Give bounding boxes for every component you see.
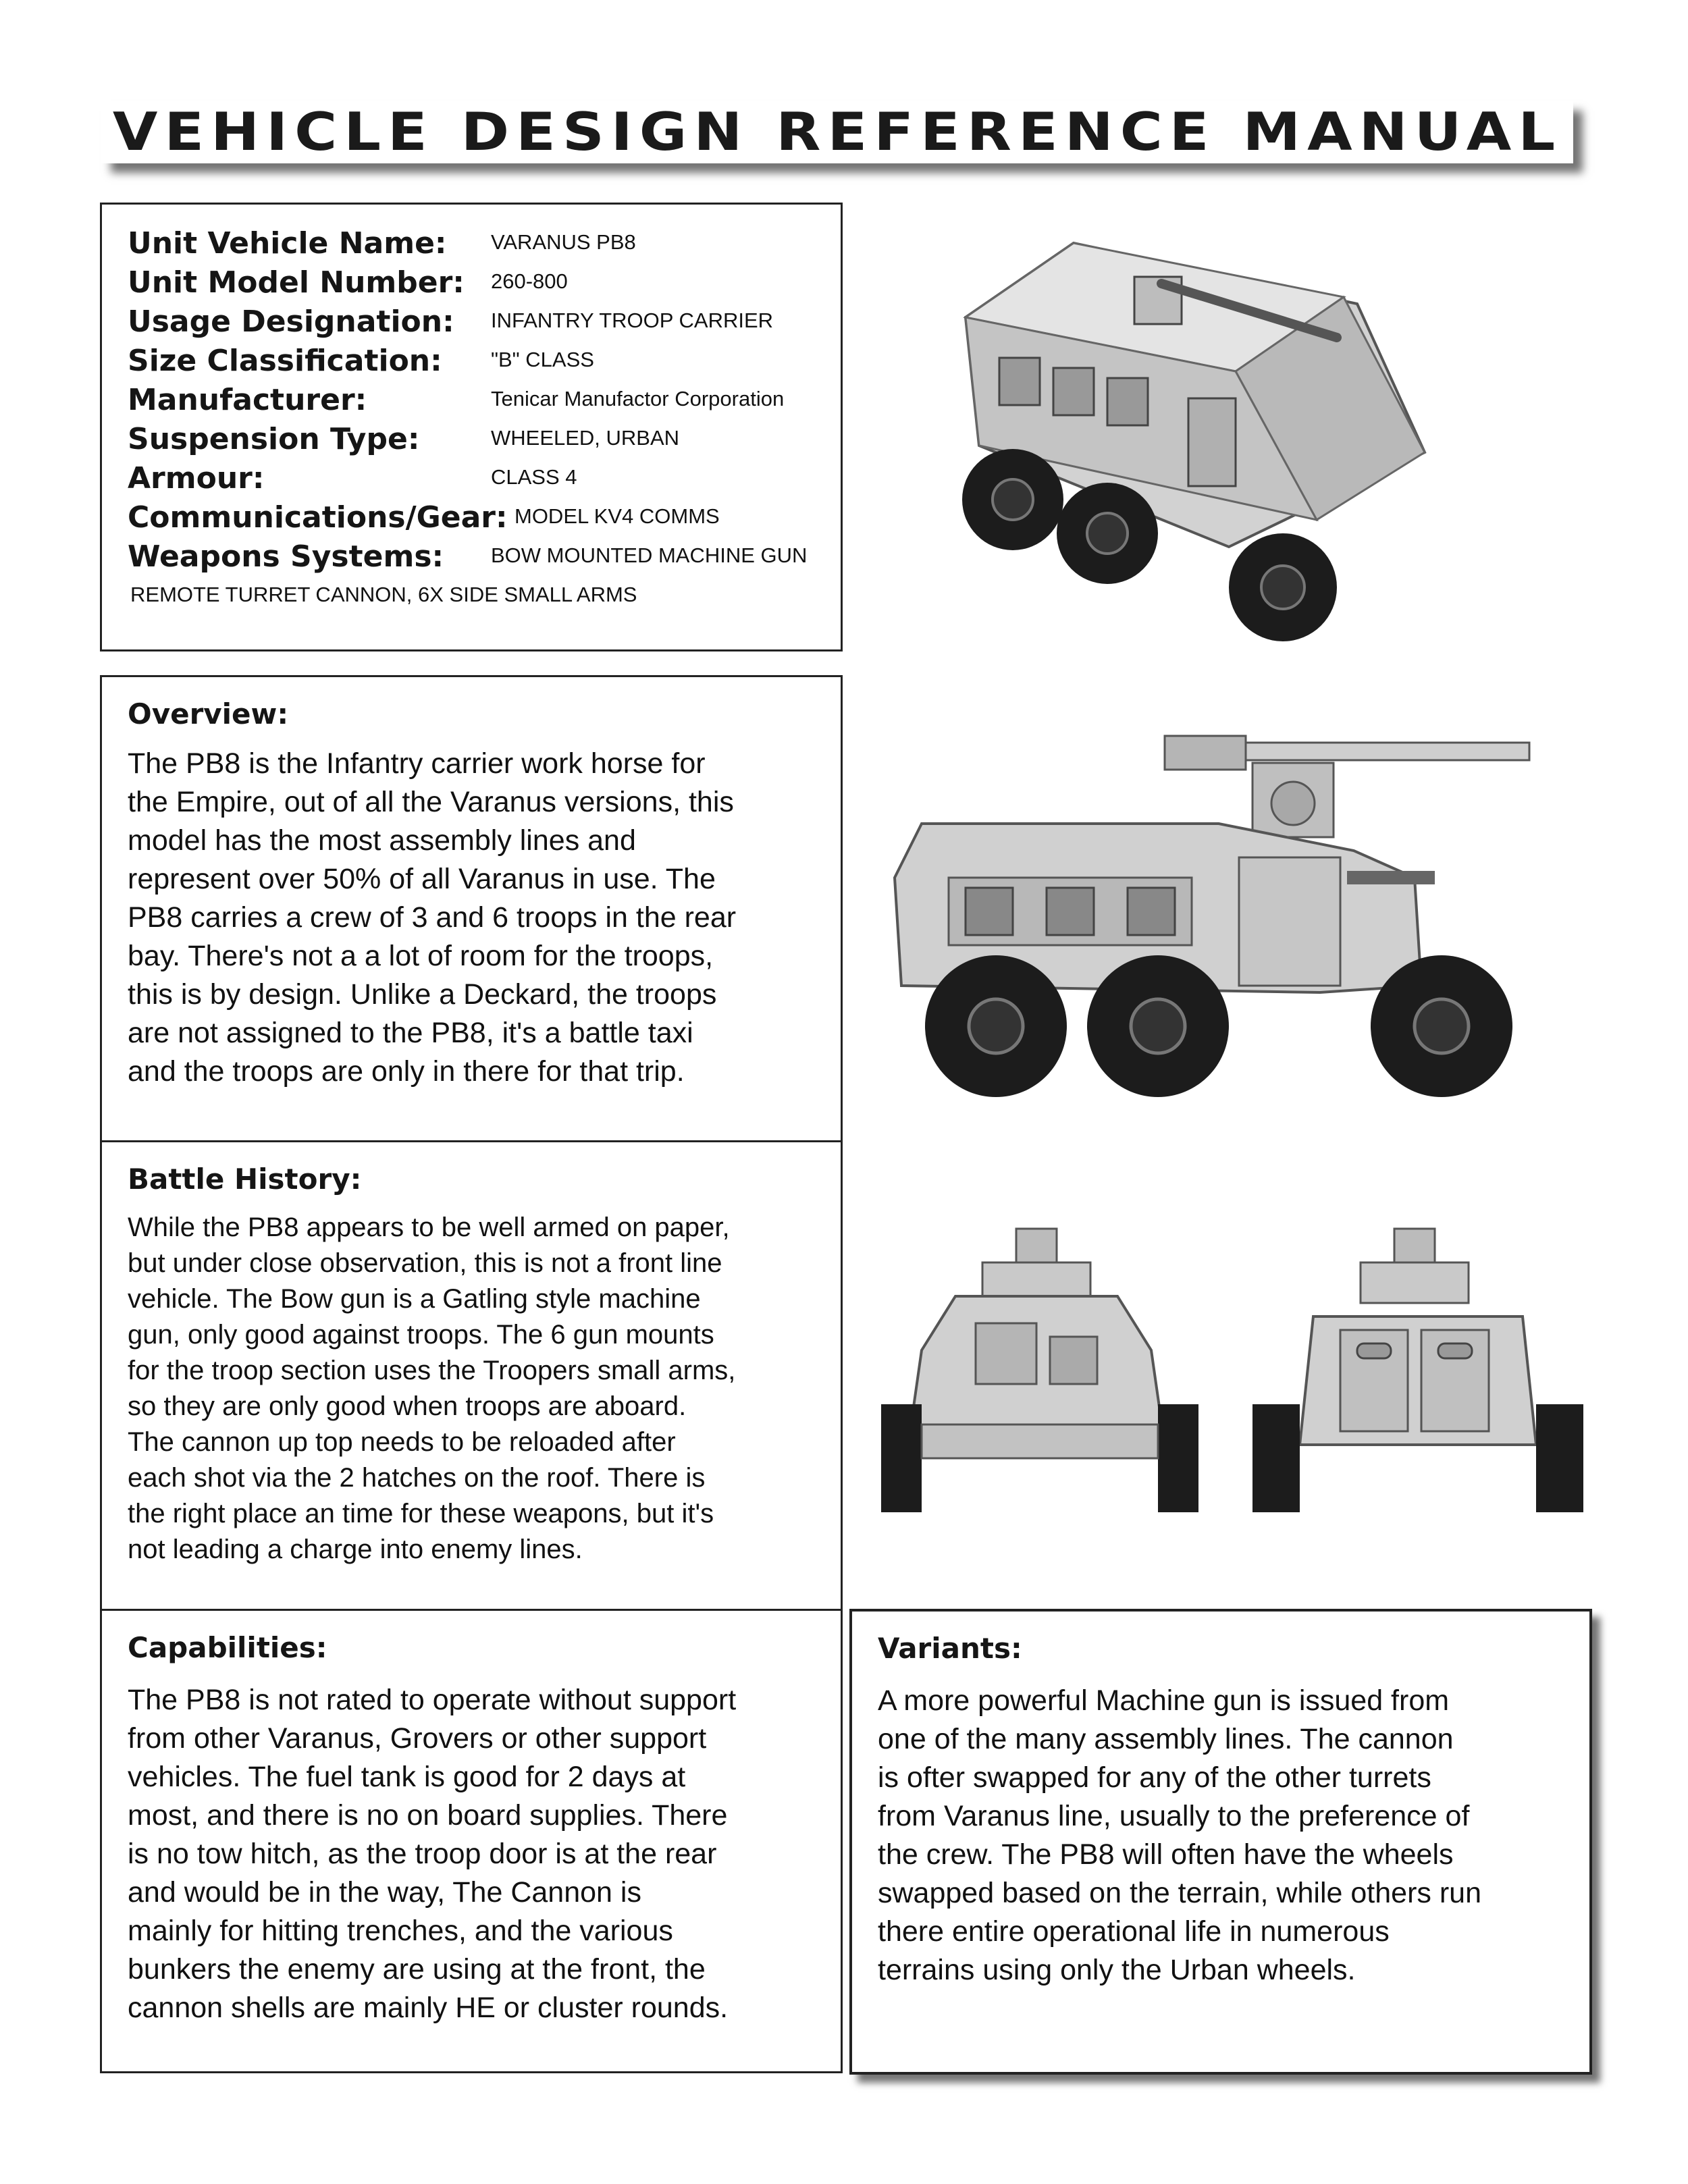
spec-value: MODEL KV4 COMMS (515, 504, 720, 528)
capabilities-section (100, 1609, 843, 2073)
spec-label: Size Classification: (128, 344, 442, 378)
spec-label: Communications/Gear: (128, 500, 508, 535)
section-text: The PB8 is the Infantry carrier work horse for the Empire, out of all the Varanus versions, this model has the most assembly lines and represent over 50% of all Varanus in use. The PB8 carries a crew of 3 and 6 troops in the rear bay. There's not a a lot of room for the troops, this is by design. Unlike a Deckard, the troops are not assigned to the PB8, it's a battle taxi and the troops are only in there for that trip. (128, 747, 737, 1088)
variants-section (849, 1609, 1592, 2075)
spec-label: Unit Model Number: (128, 265, 465, 300)
vehicle-rear-view-render (1252, 1222, 1583, 1512)
title-banner (101, 101, 1573, 163)
spec-label: Manufacturer: (128, 383, 367, 417)
spec-label: Usage Designation: (128, 304, 454, 339)
spec-value: CLASS 4 (491, 465, 577, 489)
spec-value: VARANUS PB8 (491, 230, 636, 254)
spec-label: Suspension Type: (128, 422, 420, 456)
vehicle-front-view-render (881, 1222, 1198, 1512)
section-heading: Battle History: (128, 1163, 362, 1196)
section-text: A more powerful Machine gun is issued from one of the many assembly lines. The cannon is ofter swapped for any of the other turrets from Varanus line, usually to the preference of the crew. The PB8 will often have the wheels swapped based on the terrain, while others run there entire operational life in numerous terrains using only the Urban wheels. (878, 1684, 1481, 1986)
spec-value: "B" CLASS (491, 348, 594, 371)
spec-weapons-continued: REMOTE TURRET CANNON, 6X SIDE SMALL ARMS (130, 583, 637, 606)
page-title: VEHICLE DESIGN REFERENCE MANUAL (112, 102, 1562, 163)
spec-value: INFANTRY TROOP CARRIER (491, 309, 774, 332)
section-text: The PB8 is not rated to operate without support from other Varanus, Grovers or other support vehicles. The fuel tank is good for 2 days at most, and there is no on board supplies. There is no tow hitch, as the troop door is at the rear and would be in the way, The Cannon is mainly for hitting trenches, and the various bunkers the enemy are using at the front, the cannon shells are mainly HE or cluster rounds. (128, 1684, 737, 2024)
section-heading: Variants: (878, 1632, 1022, 1665)
vehicle-side-view-render (881, 729, 1583, 1121)
spec-value: 260-800 (491, 269, 568, 293)
spec-label: Armour: (128, 461, 265, 496)
spec-value: BOW MOUNTED MACHINE GUN (491, 543, 808, 567)
vehicle-isometric-render (939, 230, 1539, 662)
section-heading: Capabilities: (128, 1631, 327, 1664)
spec-label: Unit Vehicle Name: (128, 226, 447, 261)
spec-value: Tenicar Manufactor Corporation (491, 387, 785, 410)
spec-box (100, 203, 843, 651)
battle-history-section (100, 1140, 843, 1611)
spec-value: WHEELED, URBAN (491, 426, 680, 450)
spec-label: Weapons Systems: (128, 539, 444, 574)
section-heading: Overview: (128, 697, 289, 730)
section-text: While the PB8 appears to be well armed on paper, but under close observation, this is not a front line vehicle. The Bow gun is a Gatling style machine gun, only good against troops. The 6 gun mounts for the troop section uses the Troopers small arms, so they are only good when troops are aboard. The cannon up top needs to be reloaded after each shot via the 2 hatches on the roof. There is the right place an time for these weapons, but it's not leading a charge into enemy lines. (128, 1213, 736, 1564)
overview-section (100, 675, 843, 1142)
